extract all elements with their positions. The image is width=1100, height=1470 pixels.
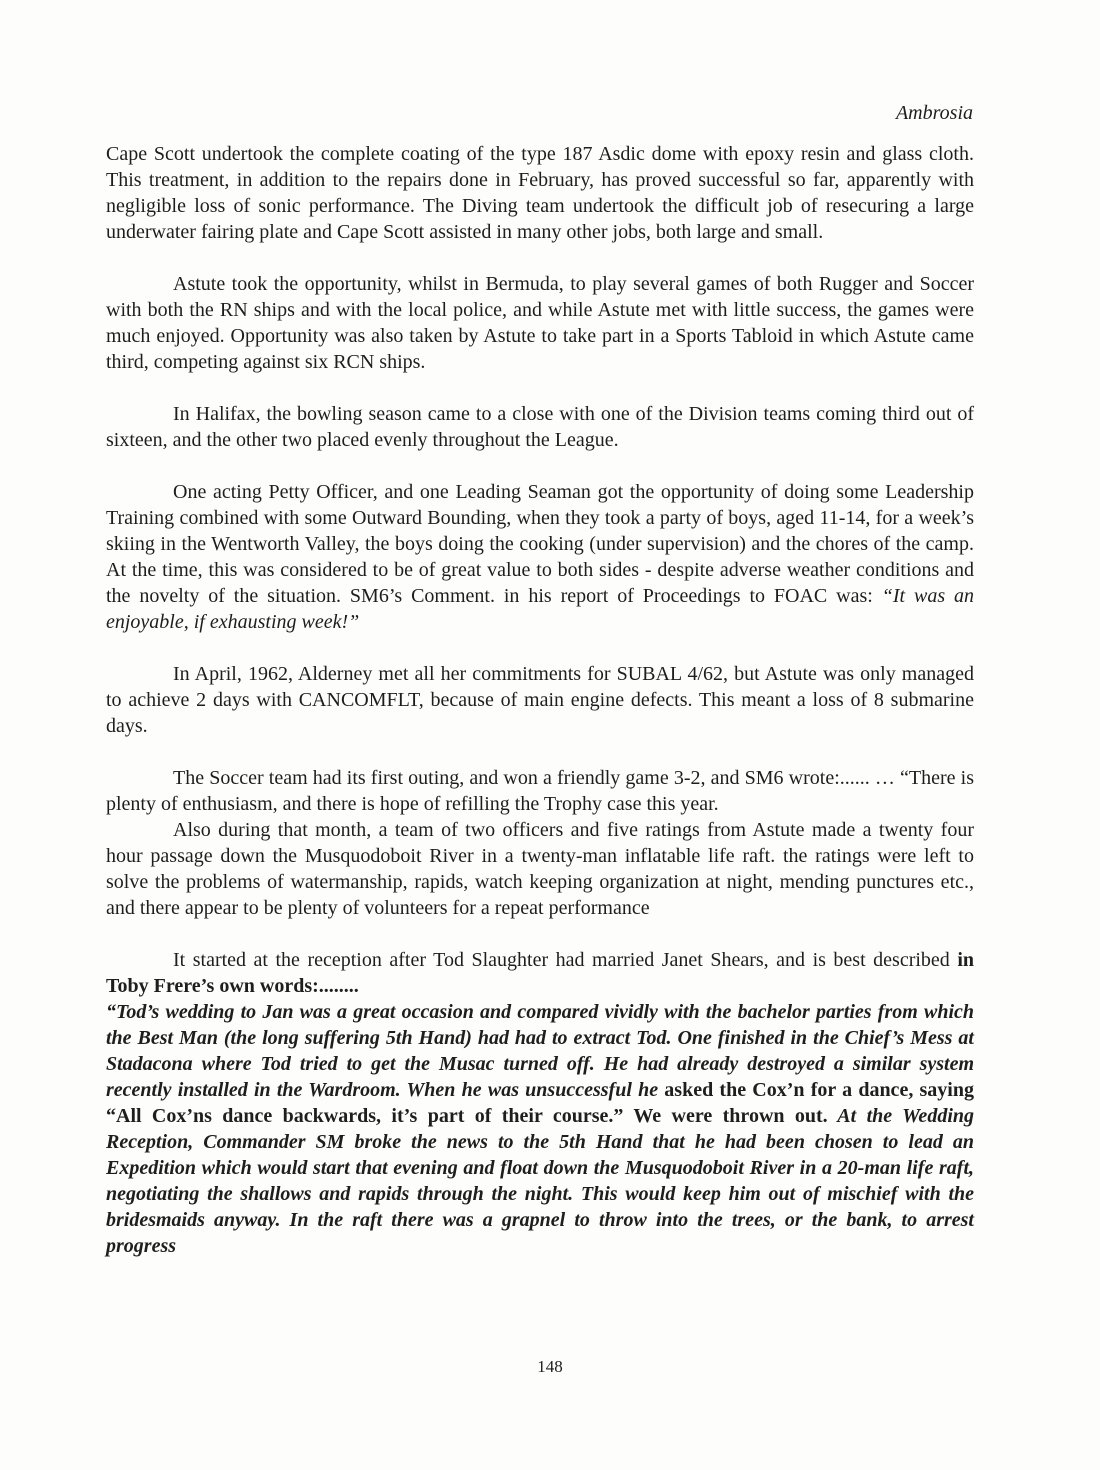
body-text [106, 141, 974, 1259]
paragraph-soccer-team: The Soccer team had its first outing, and won a friendly game 3-2, and SM6 wrote:...... … “There is plenty of enthusiasm, and there is hope of refilling the Trophy case this year. [106, 767, 974, 815]
toby-frere-quote [106, 999, 974, 1259]
bold-lead-in: in Toby Frere’s own words:........ [106, 949, 974, 997]
paragraph-text: One acting Petty Officer, and one Leading Seaman got the opportunity of doing some Leadership Training combined with some Outward Bounding, when they took a party of boys, aged 11-14, for a week’s skiing in the Wentworth Valley, the boys doing the cooking (under supervision) and the chores of the camp. At the time, this was considered to be of great value to both sides - despite adverse weather conditions and the novelty of the situation. SM6’s Comment. in his report of Proceedings to FOAC was: [106, 481, 974, 607]
paragraph-astute-bermuda: Astute took the opportunity, whilst in Bermuda, to play several games of both Rugger and Soccer with both the RN ships and with the local police, and while Astute met with little success, the games were much enjoyed. Opportunity was also taken by Astute to take part in a Sports Tabloid in which Astute came third, competing against six RCN ships. [106, 273, 974, 373]
sm6-comment-quote: “It was an enjoyable, if exhausting week!” [106, 585, 975, 633]
paragraph-april-1962: In April, 1962, Alderney met all her commitments for SUBAL 4/62, but Astute was only managed to achieve 2 days with CANCOMFLT, because of main engine defects. This meant a loss of 8 submarine days. [106, 663, 974, 737]
paragraph-reception [106, 947, 974, 999]
quote-part-2-upright: asked the Cox’n for a dance, saying “All Cox’ns dance backwards, it’s part of their course.” We were thrown out. [106, 1079, 974, 1127]
paragraph-halifax-bowling: In Halifax, the bowling season came to a close with one of the Division teams coming third out of sixteen, and the other two placed evenly throughout the League. [106, 403, 974, 451]
quote-part-1: “Tod’s wedding to Jan was a great occasion and compared vividly with the bachelor parties from which the Best Man (the long suffering 5th Hand) had had to extract Tod. One finished in the Chief’s Mess at Stadacona where Tod tried to get the Musac turned off. He had already destroyed a similar system recently installed in the Wardroom. When he was unsuccessful he [106, 1001, 974, 1101]
paragraph-cape-scott: Cape Scott undertook the complete coating of the type 187 Asdic dome with epoxy resin and glass cloth. This treatment, in addition to the repairs done in February, has proved successful so far, apparently with negligible loss of sonic performance. The Diving team undertook the difficult job of resecuring a large underwater fairing plate and Cape Scott assisted in many other jobs, both large and small. [106, 143, 974, 243]
paragraph-leadership-training [106, 479, 974, 635]
running-head: Ambrosia [895, 102, 973, 124]
paragraph-text: It started at the reception after Tod Slaughter had married Janet Shears, and is best described [173, 949, 958, 971]
page-number: 148 [537, 1357, 563, 1376]
paragraph-musquodoboit-river: Also during that month, a team of two officers and five ratings from Astute made a twenty four hour passage down the Musquodoboit River in a twenty-man inflatable life raft. the ratings were left to solve the problems of watermanship, rapids, watch keeping organization at night, mending punctures etc., and there appear to be plenty of volunteers for a repeat performance [106, 819, 974, 919]
quote-part-3: At the Wedding Reception, Commander SM broke the news to the 5th Hand that he had been chosen to lead an Expedition which would start that evening and float down the Musquodoboit River in a 20-man life raft, negotiating the shallows and rapids through the night. This would keep him out of mischief with the bridesmaids anyway. In the raft there was a grapnel to throw into the trees, or the bank, to arrest progress [106, 1105, 974, 1257]
